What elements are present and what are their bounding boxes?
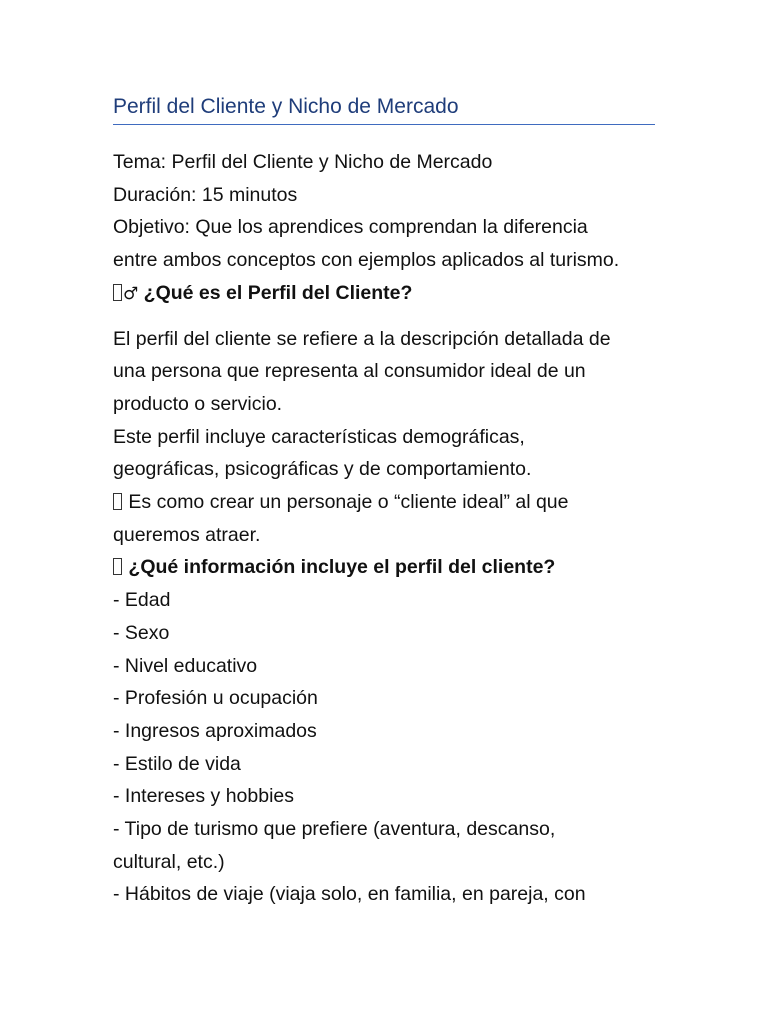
tema-line: Tema: Perfil del Cliente y Nicho de Mercado [113, 151, 493, 173]
objetivo-line-1: Objetivo: Que los aprendices comprendan la diferencia [113, 216, 588, 239]
missing-glyph-icon [113, 284, 122, 301]
section1-heading: ¿Qué es el Perfil del Cliente? [143, 281, 413, 304]
man-symbol-icon: ♂ [123, 283, 139, 304]
list-item: - Edad [113, 589, 171, 612]
duracion-line: Duración: 15 minutos [113, 183, 298, 206]
list-item: - Sexo [113, 621, 170, 644]
missing-glyph-icon [113, 493, 122, 510]
list-item: - Ingresos aproximados [113, 719, 317, 742]
objetivo-line-2: entre ambos conceptos con ejemplos aplicados al turismo. [113, 249, 620, 272]
document-body [113, 146, 658, 911]
paragraph-gap [113, 311, 658, 323]
document-title: Perfil del Cliente y Nicho de Mercado [113, 92, 655, 125]
section1-heading-line [113, 277, 658, 311]
para1-line-1: El perfil del cliente se refiere a la descripción detallada de [113, 327, 611, 350]
list-item: - Intereses y hobbies [113, 785, 295, 808]
list-item: - Profesión u ocupación [113, 687, 318, 710]
list-item: - Hábitos de viaje (viaja solo, en familia, en pareja, con [113, 883, 586, 906]
para2-line-1: Este perfil incluye características demográficas, [113, 425, 525, 448]
tip-text-1: Es como crear un personaje o “cliente ideal” al que [128, 491, 569, 514]
list-item: - Estilo de vida [113, 752, 241, 775]
para2-line-2: geográficas, psicográficas y de comportamiento. [113, 458, 532, 481]
list-item: - Tipo de turismo que prefiere (aventura, descanso, [113, 818, 556, 841]
section2-heading-line [113, 551, 658, 584]
para1-line-2: una persona que representa al consumidor ideal de un [113, 360, 586, 383]
list-item: - Nivel educativo [113, 654, 258, 677]
missing-glyph-icon [113, 558, 122, 575]
tip-line-2: queremos atraer. [113, 523, 261, 546]
section2-heading: ¿Qué información incluye el perfil del cliente? [128, 556, 556, 579]
list-item: cultural, etc.) [113, 850, 225, 873]
tip-line-1 [113, 486, 658, 519]
para1-line-3: producto o servicio. [113, 392, 283, 415]
